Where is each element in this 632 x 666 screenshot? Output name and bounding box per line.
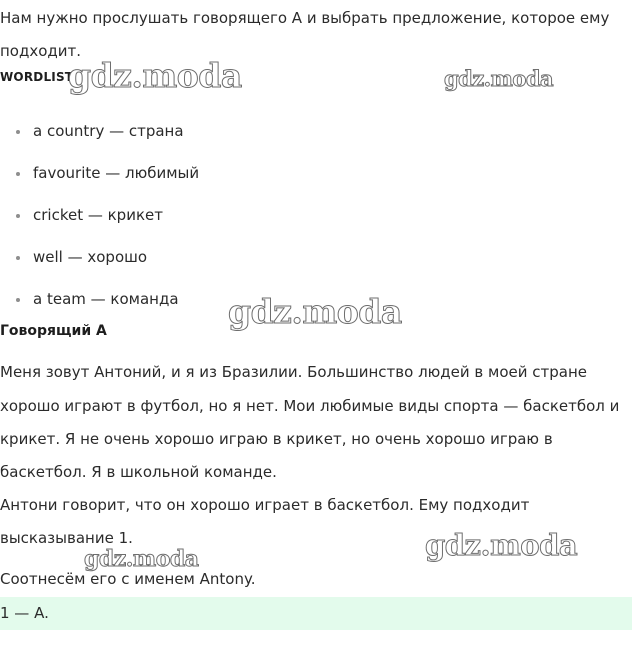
- word-entry: a country — страна: [33, 122, 184, 140]
- answer-text: 1 — A.: [0, 604, 49, 622]
- bullet-icon: [16, 130, 20, 134]
- conclusion-line-2: высказывание 1.: [0, 529, 133, 547]
- bullet-icon: [16, 214, 20, 218]
- watermark: gdz.moda: [444, 66, 554, 91]
- speaker-title: Говорящий А: [0, 323, 107, 339]
- bullet-icon: [16, 256, 20, 260]
- list-item: [0, 199, 199, 241]
- word-list: [0, 115, 199, 325]
- intro-line-2: подходит.: [0, 42, 82, 60]
- intro-line-1: Нам нужно прослушать говорящего А и выбрать предложение, которое ему: [0, 9, 610, 27]
- list-item: [0, 115, 199, 157]
- word-entry: a team — команда: [33, 290, 179, 308]
- answer-box: [0, 597, 632, 630]
- watermark: gdz.moda: [84, 546, 199, 572]
- word-entry: well — хорошо: [33, 248, 148, 266]
- word-entry: favourite — любимый: [33, 164, 200, 182]
- word-entry: cricket — крикет: [33, 206, 163, 224]
- speaker-text-line-2: хорошо играют в футбол, но я нет. Мои любимые виды спорта — баскетбол и: [0, 397, 620, 415]
- watermark: gdz.moda: [425, 528, 578, 562]
- conclusion-line-1: Антони говорит, что он хорошо играет в баскетбол. Ему подходит: [0, 496, 530, 514]
- speaker-text-line-3: крикет. Я не очень хорошо играю в крикет, но очень хорошо играю в: [0, 430, 553, 448]
- bullet-icon: [16, 298, 20, 302]
- speaker-text-line-1: Меня зовут Антоний, и я из Бразилии. Большинство людей в моей стране: [0, 363, 587, 381]
- match-text: Соотнесём его с именем Antony.: [0, 570, 256, 588]
- wordlist-title: WORDLIST: [0, 70, 74, 84]
- watermark: gdz.moda: [68, 56, 242, 95]
- list-item: [0, 241, 199, 283]
- speaker-text-line-4: баскетбол. Я в школьной команде.: [0, 463, 277, 481]
- list-item: [0, 283, 199, 325]
- watermark: gdz.moda: [228, 292, 402, 331]
- bullet-icon: [16, 172, 20, 176]
- list-item: [0, 157, 199, 199]
